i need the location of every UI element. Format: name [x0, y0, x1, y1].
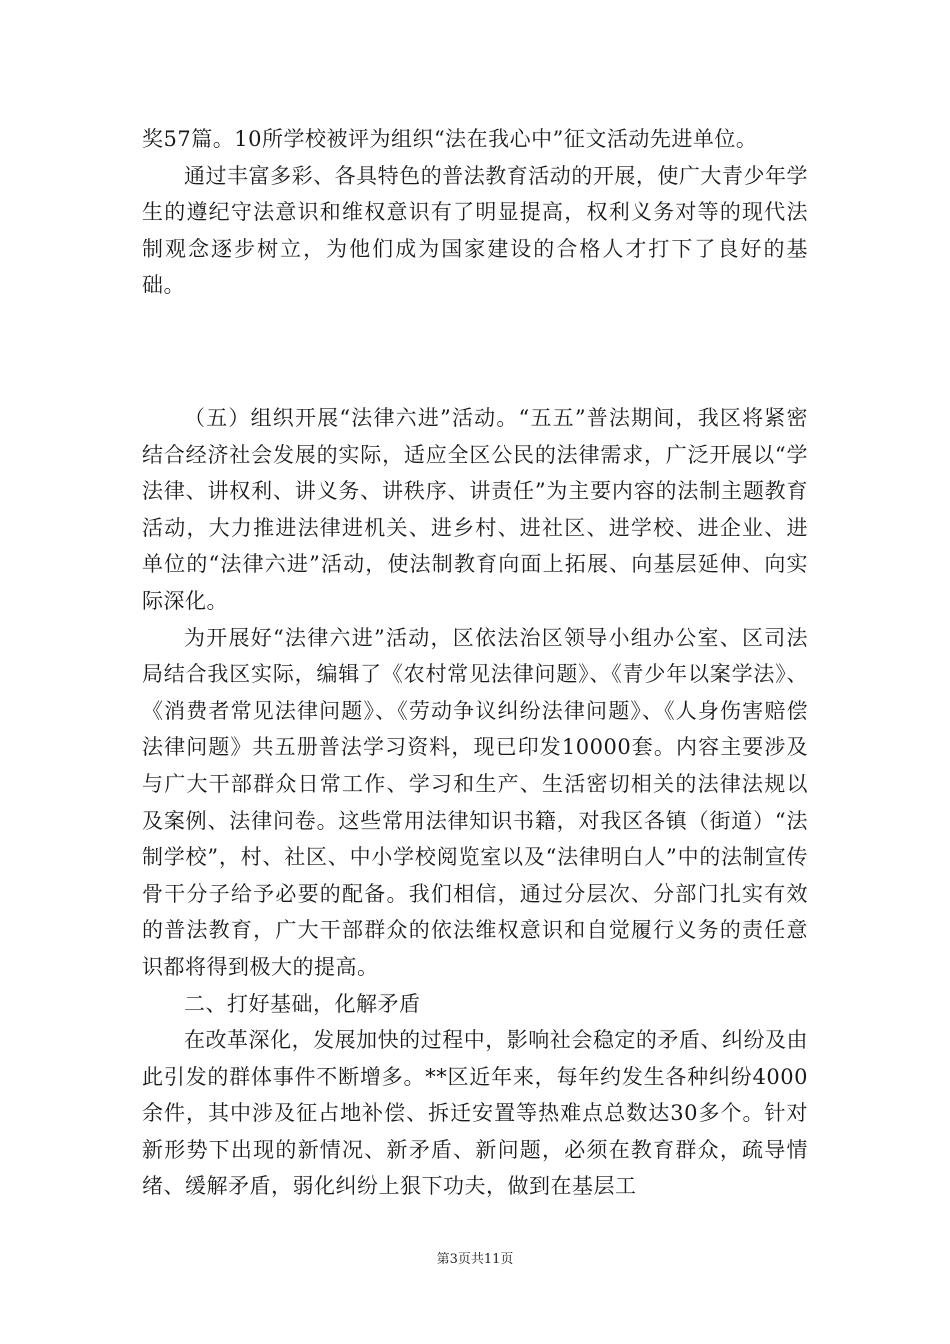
text-block-main: [142, 400, 808, 1205]
paragraph: 奖57篇。10所学校被评为组织“法在我心中”征文活动先进单位。: [142, 127, 758, 151]
section-paragraph: （五）组织开展“法律六进”活动。“五五”普法期间，我区将紧密结合经济社会发展的实际，适应全区公民的法律需求，广泛开展以“学法律、讲权利、讲义务、讲秩序、讲责任”为主要内容的法制主题教育活动，大力推进法律进机关、进乡村、进社区、进学校、进企业、进单位的“法律六进”活动，使法制教育向面上拓展、向基层延伸、向实际深化。: [142, 406, 808, 613]
page-footer: 第3页共11页: [436, 1252, 514, 1267]
paragraph: 在改革深化，发展加快的过程中，影响社会稳定的矛盾、纠纷及由此引发的群体事件不断增多。**区近年来，每年约发生各种纠纷4000余件，其中涉及征占地补偿、拆迁安置等热难点总数达30多个。针对新形势下出现的新情况、新矛盾、新问题，必须在教育群众，疏导情绪、缓解矛盾，弱化纠纷上狠下功夫，做到在基层工: [142, 1028, 808, 1199]
paragraph: 为开展好“法律六进”活动，区依法治区领导小组办公室、区司法局结合我区实际，编辑了《农村常见法律问题》、《青少年以案学法》、《消费者常见法律问题》、《劳动争议纠纷法律问题》、《人身伤害赔偿法律问题》共五册普法学习资料，现已印发10000套。内容主要涉及与广大干部群众日常工作、学习和生产、生活密切相关的法律法规以及案例、法律问卷。这些常用法律知识书籍，对我区各镇（街道）“法制学校”，村、社区、中小学校阅览室以及“法律明白人”中的法制宣传骨干分子给予必要的配备。我们相信，通过分层次、分部门扎实有效的普法教育，广大干部群众的依法维权意识和自觉履行义务的责任意识都将得到极大的提高。: [142, 625, 808, 979]
paragraph: 通过丰富多彩、各具特色的普法教育活动的开展，使广大青少年学生的遵纪守法意识和维权意识有了明显提高，权利义务对等的现代法制观念逐步树立，为他们成为国家建设的合格人才打下了良好的基础。: [142, 163, 808, 298]
text-block-top: [142, 121, 808, 304]
section-heading: 二、打好基础，化解矛盾: [184, 991, 421, 1016]
